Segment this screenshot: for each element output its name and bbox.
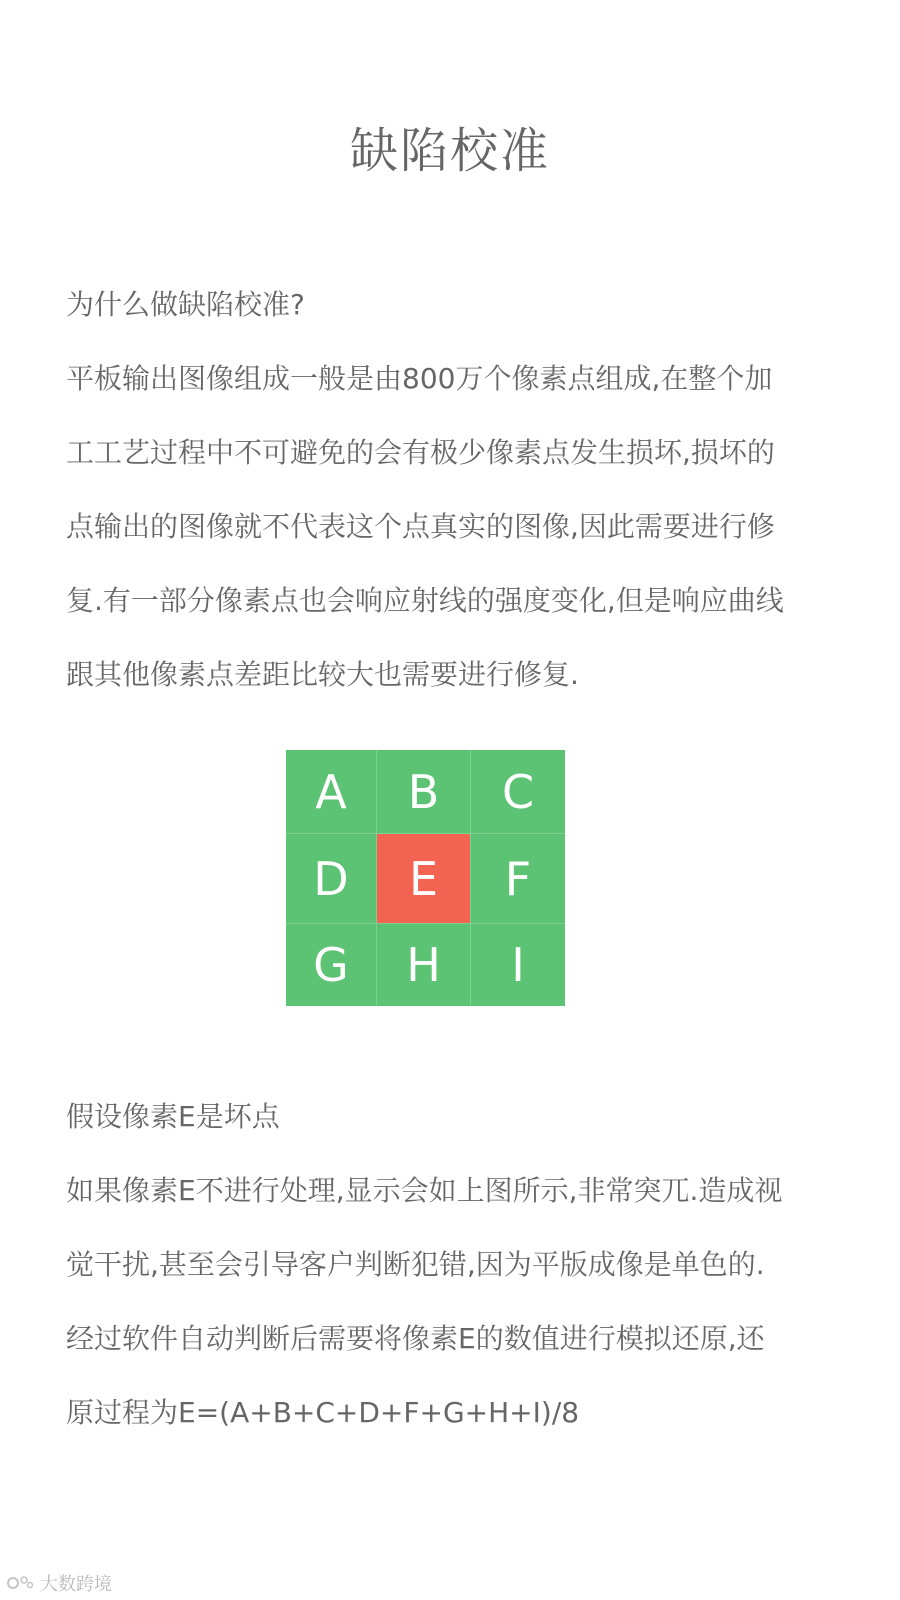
paragraph-line: 原过程为E=(A+B+C+D+F+G+H+I)/8 (66, 1396, 580, 1429)
section-heading-bad-pixel: 假设像素E是坏点 (66, 1100, 280, 1133)
pixel-cell-i: I (471, 924, 565, 1006)
pixel-cell-b: B (377, 750, 471, 834)
pixel-cell-h: H (377, 924, 471, 1006)
section-question: 为什么做缺陷校准? (66, 288, 305, 321)
paragraph-line: 工工艺过程中不可避免的会有极少像素点发生损坏,损坏的 (66, 436, 775, 469)
paragraph-line: 平板输出图像组成一般是由800万个像素点组成,在整个加 (66, 362, 773, 395)
page-title: 缺陷校准 (349, 123, 550, 179)
paragraph-why-calibrate (66, 342, 846, 712)
paragraph-line: 点输出的图像就不代表这个点真实的图像,因此需要进行修 (66, 510, 775, 543)
watermark (6, 1570, 112, 1596)
pixel-cell-g: G (286, 924, 377, 1006)
pixel-cell-a: A (286, 750, 377, 834)
pixel-cell-f: F (471, 834, 565, 924)
paragraph-line: 经过软件自动判断后需要将像素E的数值进行模拟还原,还 (66, 1322, 765, 1355)
watermark-text: 大数跨境 (40, 1574, 112, 1595)
paragraph-restoration (66, 1154, 846, 1450)
pixel-cell-d: D (286, 834, 377, 924)
logo-icon (6, 1574, 34, 1592)
paragraph-line: 复.有一部分像素点也会响应射线的强度变化,但是响应曲线 (66, 584, 784, 617)
pixel-grid-diagram (286, 750, 565, 1006)
paragraph-line: 如果像素E不进行处理,显示会如上图所示,非常突兀.造成视 (66, 1174, 783, 1207)
pixel-cell-c: C (471, 750, 565, 834)
paragraph-line: 觉干扰,甚至会引导客户判断犯错,因为平版成像是单色的. (66, 1248, 765, 1281)
paragraph-line: 跟其他像素点差距比较大也需要进行修复. (66, 658, 579, 691)
pixel-cell-e-defective: E (377, 834, 471, 924)
